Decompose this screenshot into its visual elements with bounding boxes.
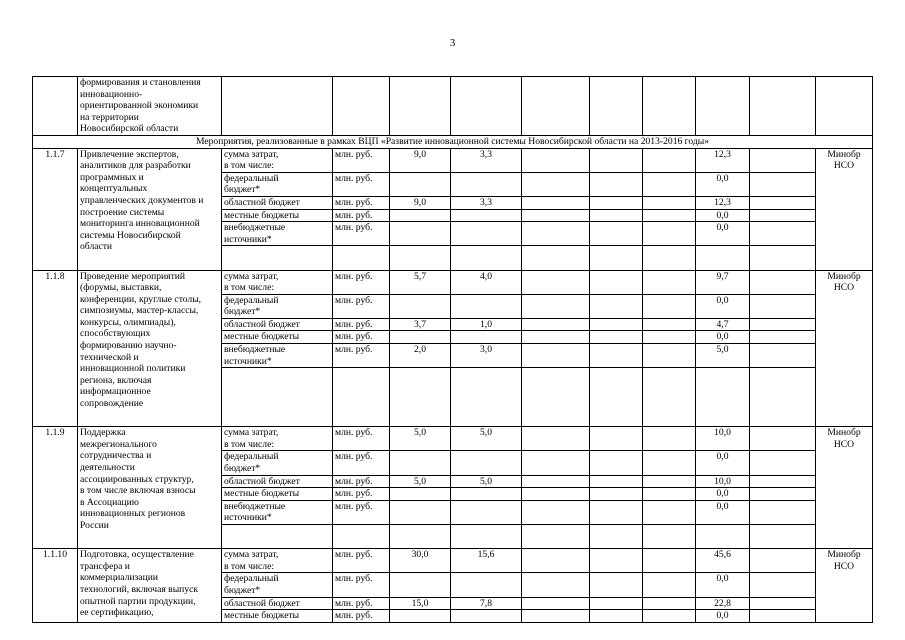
value-year-4 xyxy=(590,500,643,524)
value-extra xyxy=(750,270,816,294)
value-year-5 xyxy=(643,344,696,368)
value-total: 10,0 xyxy=(696,475,750,488)
value-year-5 xyxy=(643,209,696,222)
value-year-4 xyxy=(590,573,643,597)
value-year-2 xyxy=(451,488,522,501)
value-year-4 xyxy=(590,344,643,368)
value-year-5 xyxy=(643,222,696,246)
unit: млн. руб. xyxy=(333,318,390,331)
executor: Минобр НСО xyxy=(816,549,873,623)
value-year-2 xyxy=(451,331,522,344)
empty-cell xyxy=(696,246,750,270)
value-year-3 xyxy=(522,270,590,294)
unit: млн. руб. xyxy=(333,222,390,246)
section-title: Мероприятия, реализованные в рамках ВЦП «Развитие инновационной системы Новосибирской области на 2013-2016 годы» xyxy=(33,135,873,148)
value-year-3 xyxy=(522,427,590,451)
value-year-3 xyxy=(522,318,590,331)
empty-cell xyxy=(522,525,590,549)
value-year-4 xyxy=(590,318,643,331)
empty-cell xyxy=(222,368,333,427)
value-year-2: 3,0 xyxy=(451,344,522,368)
value-year-1: 5,0 xyxy=(390,427,451,451)
empty-cell xyxy=(643,368,696,427)
value-year-4 xyxy=(590,209,643,222)
value-year-1: 30,0 xyxy=(390,549,451,573)
value-year-3 xyxy=(522,344,590,368)
empty-cell xyxy=(643,525,696,549)
funding-source: внебюджетные источники* xyxy=(222,222,333,246)
value-year-4 xyxy=(590,610,643,623)
value-year-2 xyxy=(451,610,522,623)
value-year-4 xyxy=(590,488,643,501)
program-table xyxy=(32,76,873,623)
unit: млн. руб. xyxy=(333,597,390,610)
value-year-2: 3,3 xyxy=(451,148,522,172)
value-year-2 xyxy=(451,209,522,222)
unit: млн. руб. xyxy=(333,331,390,344)
unit: млн. руб. xyxy=(333,148,390,172)
activity-number: 1.1.9 xyxy=(33,427,78,549)
value-extra xyxy=(750,196,816,209)
value-year-2: 1,0 xyxy=(451,318,522,331)
funding-source: федеральный бюджет* xyxy=(222,294,333,318)
value-year-4 xyxy=(590,172,643,196)
empty-cell xyxy=(451,368,522,427)
value-total: 9,7 xyxy=(696,270,750,294)
empty-cell xyxy=(390,525,451,549)
value-extra xyxy=(750,331,816,344)
value-year-4 xyxy=(590,196,643,209)
unit: млн. руб. xyxy=(333,475,390,488)
value-year-5 xyxy=(643,148,696,172)
unit: млн. руб. xyxy=(333,294,390,318)
value-year-1 xyxy=(390,451,451,475)
empty-cell xyxy=(696,525,750,549)
funding-source: внебюджетные источники* xyxy=(222,344,333,368)
value-extra xyxy=(750,451,816,475)
funding-source: внебюджетные источники* xyxy=(222,500,333,524)
empty-cell xyxy=(333,525,390,549)
unit: млн. руб. xyxy=(333,196,390,209)
value-extra xyxy=(750,475,816,488)
empty-cell xyxy=(522,368,590,427)
value-year-5 xyxy=(643,294,696,318)
value-year-2 xyxy=(451,573,522,597)
executor: Минобр НСО xyxy=(816,270,873,427)
value-year-1 xyxy=(390,222,451,246)
value-year-5 xyxy=(643,610,696,623)
empty-cell xyxy=(643,246,696,270)
funding-source: областной бюджет xyxy=(222,475,333,488)
value-year-2 xyxy=(451,451,522,475)
executor: Минобр НСО xyxy=(816,427,873,549)
value-year-1 xyxy=(390,500,451,524)
value-year-5 xyxy=(643,488,696,501)
funding-source: федеральный бюджет* xyxy=(222,451,333,475)
executor: Минобр НСО xyxy=(816,148,873,270)
value-year-3 xyxy=(522,172,590,196)
value-year-4 xyxy=(590,222,643,246)
value-year-3 xyxy=(522,209,590,222)
funding-source: федеральный бюджет* xyxy=(222,172,333,196)
value-year-5 xyxy=(643,196,696,209)
funding-source: местные бюджеты xyxy=(222,331,333,344)
value-total: 12,3 xyxy=(696,148,750,172)
value-year-3 xyxy=(522,573,590,597)
value-total: 10,0 xyxy=(696,427,750,451)
unit: млн. руб. xyxy=(333,488,390,501)
value-total: 4,7 xyxy=(696,318,750,331)
value-year-3 xyxy=(522,610,590,623)
value-year-2 xyxy=(451,500,522,524)
value-year-4 xyxy=(590,270,643,294)
intro-row xyxy=(33,77,873,136)
empty-cell xyxy=(696,368,750,427)
section-row xyxy=(33,135,873,148)
empty-cell xyxy=(451,246,522,270)
unit: млн. руб. xyxy=(333,270,390,294)
funding-source: сумма затрат, в том числе: xyxy=(222,148,333,172)
value-total: 0,0 xyxy=(696,451,750,475)
unit: млн. руб. xyxy=(333,172,390,196)
value-total: 0,0 xyxy=(696,294,750,318)
value-extra xyxy=(750,427,816,451)
value-year-3 xyxy=(522,451,590,475)
value-total: 22,8 xyxy=(696,597,750,610)
value-year-4 xyxy=(590,148,643,172)
value-extra xyxy=(750,610,816,623)
value-extra xyxy=(750,148,816,172)
value-year-1: 2,0 xyxy=(390,344,451,368)
value-extra xyxy=(750,294,816,318)
value-year-2 xyxy=(451,172,522,196)
funding-source: местные бюджеты xyxy=(222,610,333,623)
funding-source: сумма затрат, в том числе: xyxy=(222,549,333,573)
page-number: 3 xyxy=(449,37,456,49)
value-total: 0,0 xyxy=(696,610,750,623)
unit: млн. руб. xyxy=(333,344,390,368)
empty-cell xyxy=(590,246,643,270)
value-extra xyxy=(750,488,816,501)
value-year-1: 3,7 xyxy=(390,318,451,331)
funding-source: сумма затрат, в том числе: xyxy=(222,427,333,451)
funding-source: сумма затрат, в том числе: xyxy=(222,270,333,294)
unit: млн. руб. xyxy=(333,549,390,573)
value-total: 5,0 xyxy=(696,344,750,368)
value-year-5 xyxy=(643,475,696,488)
value-year-3 xyxy=(522,331,590,344)
value-year-3 xyxy=(522,222,590,246)
value-year-2: 4,0 xyxy=(451,270,522,294)
unit: млн. руб. xyxy=(333,610,390,623)
value-year-3 xyxy=(522,488,590,501)
value-year-2: 7,8 xyxy=(451,597,522,610)
value-year-5 xyxy=(643,427,696,451)
activity-number: 1.1.10 xyxy=(33,549,78,623)
activity-row xyxy=(33,270,873,294)
value-year-5 xyxy=(643,172,696,196)
value-extra xyxy=(750,549,816,573)
value-year-2: 15,6 xyxy=(451,549,522,573)
value-year-1 xyxy=(390,610,451,623)
value-year-5 xyxy=(643,549,696,573)
value-total: 0,0 xyxy=(696,573,750,597)
funding-source: местные бюджеты xyxy=(222,488,333,501)
empty-cell xyxy=(750,368,816,427)
value-extra xyxy=(750,344,816,368)
funding-source: областной бюджет xyxy=(222,318,333,331)
value-year-5 xyxy=(643,331,696,344)
value-year-4 xyxy=(590,597,643,610)
value-year-5 xyxy=(643,451,696,475)
value-year-3 xyxy=(522,500,590,524)
value-year-5 xyxy=(643,597,696,610)
value-total: 0,0 xyxy=(696,222,750,246)
empty-cell xyxy=(750,525,816,549)
value-year-2: 3,3 xyxy=(451,196,522,209)
activity-row xyxy=(33,427,873,451)
value-year-2: 5,0 xyxy=(451,475,522,488)
value-year-1 xyxy=(390,172,451,196)
value-year-3 xyxy=(522,475,590,488)
unit: млн. руб. xyxy=(333,451,390,475)
value-year-4 xyxy=(590,331,643,344)
value-total: 0,0 xyxy=(696,331,750,344)
activity-number: 1.1.8 xyxy=(33,270,78,427)
value-year-2: 5,0 xyxy=(451,427,522,451)
funding-source: местные бюджеты xyxy=(222,209,333,222)
funding-source: областной бюджет xyxy=(222,597,333,610)
value-year-4 xyxy=(590,427,643,451)
value-total: 0,0 xyxy=(696,488,750,501)
value-year-5 xyxy=(643,270,696,294)
empty-cell xyxy=(390,246,451,270)
value-year-3 xyxy=(522,294,590,318)
value-total: 0,0 xyxy=(696,172,750,196)
value-year-2 xyxy=(451,222,522,246)
empty-cell xyxy=(590,525,643,549)
value-year-1: 5,0 xyxy=(390,475,451,488)
value-extra xyxy=(750,172,816,196)
activity-row xyxy=(33,549,873,573)
empty-cell xyxy=(522,246,590,270)
unit: млн. руб. xyxy=(333,427,390,451)
value-year-4 xyxy=(590,475,643,488)
intro-name-cell: формирования и становления инновационно- ориентированной экономики на территории Новосибирской области xyxy=(78,77,222,136)
value-year-1: 9,0 xyxy=(390,196,451,209)
value-year-5 xyxy=(643,318,696,331)
value-year-4 xyxy=(590,549,643,573)
activity-number: 1.1.7 xyxy=(33,148,78,270)
value-year-5 xyxy=(643,500,696,524)
activity-name: Привлечение экспертов, аналитиков для разработки программных и концептуальных управленческих документов и построение системы мониторинга инновационной системы Новосибирской области xyxy=(78,148,222,270)
value-year-1 xyxy=(390,488,451,501)
empty-cell xyxy=(333,368,390,427)
empty-cell xyxy=(333,246,390,270)
value-year-1 xyxy=(390,294,451,318)
empty-cell xyxy=(222,525,333,549)
value-extra xyxy=(750,318,816,331)
activity-name: Поддержка межрегионального сотрудничества и деятельности ассоциированных структур, в том числе включая взносы в Ассоциацию инновационных регионов России xyxy=(78,427,222,549)
empty-cell xyxy=(750,246,816,270)
value-year-1: 5,7 xyxy=(390,270,451,294)
value-total: 0,0 xyxy=(696,209,750,222)
intro-num-cell xyxy=(33,77,78,136)
value-year-1 xyxy=(390,573,451,597)
value-total: 45,6 xyxy=(696,549,750,573)
value-year-1 xyxy=(390,209,451,222)
value-year-5 xyxy=(643,573,696,597)
activity-row xyxy=(33,148,873,172)
funding-source: областной бюджет xyxy=(222,196,333,209)
value-year-1: 9,0 xyxy=(390,148,451,172)
funding-source: федеральный бюджет* xyxy=(222,573,333,597)
value-year-3 xyxy=(522,148,590,172)
unit: млн. руб. xyxy=(333,573,390,597)
value-year-4 xyxy=(590,294,643,318)
value-extra xyxy=(750,222,816,246)
value-extra xyxy=(750,597,816,610)
value-year-1: 15,0 xyxy=(390,597,451,610)
unit: млн. руб. xyxy=(333,500,390,524)
value-year-1 xyxy=(390,331,451,344)
value-year-3 xyxy=(522,597,590,610)
activity-name: Подготовка, осуществление трансфера и коммерциализации технологий, включая выпуск опытной партии продукции, ее сертификацию, xyxy=(78,549,222,623)
value-total: 0,0 xyxy=(696,500,750,524)
value-year-3 xyxy=(522,549,590,573)
value-extra xyxy=(750,500,816,524)
empty-cell xyxy=(390,368,451,427)
value-total: 12,3 xyxy=(696,196,750,209)
value-year-3 xyxy=(522,196,590,209)
empty-cell xyxy=(222,246,333,270)
unit: млн. руб. xyxy=(333,209,390,222)
value-extra xyxy=(750,573,816,597)
activity-name: Проведение мероприятий (форумы, выставки, конференции, круглые столы, симпозиумы, мастер-классы, конкурсы, олимпиады), способствующих формированию научно- технической и инновационной политики региона, включая информационное сопровождение xyxy=(78,270,222,427)
value-year-4 xyxy=(590,451,643,475)
value-extra xyxy=(750,209,816,222)
empty-cell xyxy=(451,525,522,549)
value-year-2 xyxy=(451,294,522,318)
empty-cell xyxy=(590,368,643,427)
